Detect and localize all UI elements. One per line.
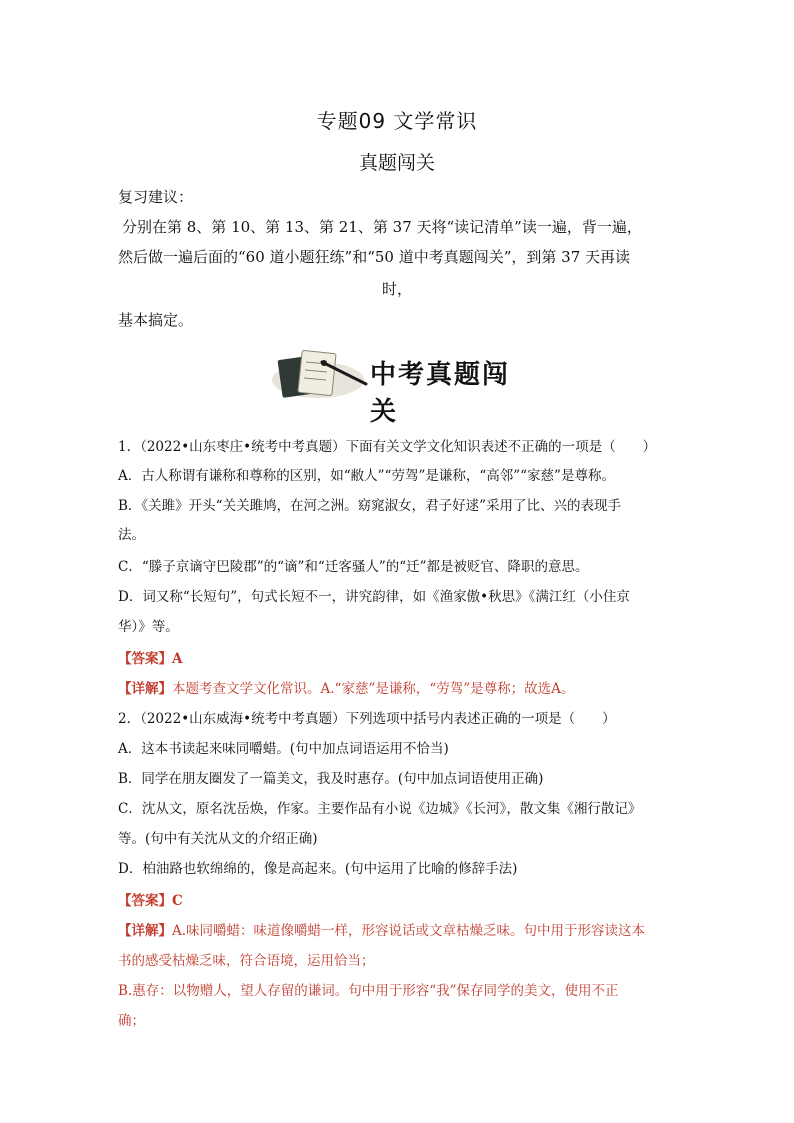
q2-option-d: D．柏油路也软绵绵的，像是高起来。(句中运用了比喻的修辞手法): [118, 861, 518, 877]
q1-detail-text: 本题考查文学文化常识。A.“家慈”是谦称，“劳驾”是尊称；故选A。: [172, 681, 575, 697]
q1-option-b-line2: 法。: [118, 527, 145, 543]
intro-line-1: 分别在第 8、第 10、第 13、第 21、第 37 天将“读记清单”读一遍，背一遍，: [122, 218, 642, 236]
q2-detail-text-1: A.味同嚼蜡：味道像嚼蜡一样，形容说话或文章枯燥乏味。句中用于形容读这本: [172, 923, 646, 939]
banner-title: 中考真题闯关: [370, 360, 511, 427]
q1-answer-label: 【答案】: [118, 651, 172, 667]
q2-detail-label: 【详解】: [118, 923, 172, 939]
intro-line-4: 基本搞定。: [118, 311, 194, 329]
q1-option-c: C．“滕子京谪守巴陵郡”的“谪”和“迁客骚人”的“迁”都是被贬官、降职的意思。: [118, 559, 589, 575]
q1-detail: [118, 677, 574, 697]
q1-detail-label: 【详解】: [118, 681, 172, 697]
q1-stem: 1．（2022•山东枣庄•统考中考真题）下面有关文学文化知识表述不正确的一项是（ ）: [118, 439, 657, 455]
q2-option-c-line1: C．沈从文，原名沈岳焕，作家。主要作品有小说《边城》《长河》，散文集《湘行散记》: [118, 801, 642, 817]
page-subtitle: 真题闯关: [358, 152, 435, 174]
q2-detail-line3: B.惠存：以物赠人，望人存留的谦词。句中用于形容“我”保存同学的美文，使用不正: [118, 983, 619, 999]
q2-option-c-line2: 等。(句中有关沈从文的介绍正确): [118, 831, 318, 847]
intro-label: 复习建议：: [118, 188, 194, 206]
q1-option-b-line1: B．《关雎》开头“关关雎鸠，在河之洲。窈窕淑女，君子好逑”采用了比、兴的表现手: [118, 498, 621, 514]
q2-answer-value: C: [172, 893, 183, 909]
intro-line-2: 然后做一遍后面的“60 道小题狂练”和“50 道中考真题闯关”，到第 37 天再读: [118, 248, 631, 266]
q1-option-d-line2: 华）》等。: [118, 619, 179, 635]
q2-option-a: A．这本书读起来味同嚼蜡。(句中加点词语运用不恰当): [118, 741, 449, 757]
q2-answer-label: 【答案】: [118, 893, 172, 909]
page-title: 专题09 文学常识: [316, 109, 478, 133]
section-banner: [270, 340, 530, 427]
q2-detail-line4: 确；: [118, 1013, 145, 1029]
q2-answer: [118, 889, 183, 909]
q1-answer-value: A: [172, 651, 183, 667]
q2-option-b: B．同学在朋友圈发了一篇美文，我及时惠存。(句中加点词语使用正确): [118, 771, 544, 787]
q1-option-a: A．古人称谓有谦称和尊称的区别，如“敝人”“劳驾”是谦称，“高邻”“家慈”是尊称。: [118, 468, 615, 484]
q1-option-d-line1: D．词又称“长短句”，句式长短不一，讲究韵律，如《渔家傲•秋思》《满江红（小住京: [118, 589, 630, 605]
intro-line-3: 时，: [382, 280, 413, 298]
q1-answer: [118, 647, 182, 667]
q2-detail-line1: [118, 919, 645, 939]
q2-stem: 2．（2022•山东威海•统考中考真题）下列选项中括号内表述正确的一项是（ ）: [118, 711, 616, 727]
books-brush-icon: [270, 340, 370, 402]
q2-detail-line2: 书的感受枯燥乏味，符合语境，运用恰当；: [118, 953, 375, 969]
